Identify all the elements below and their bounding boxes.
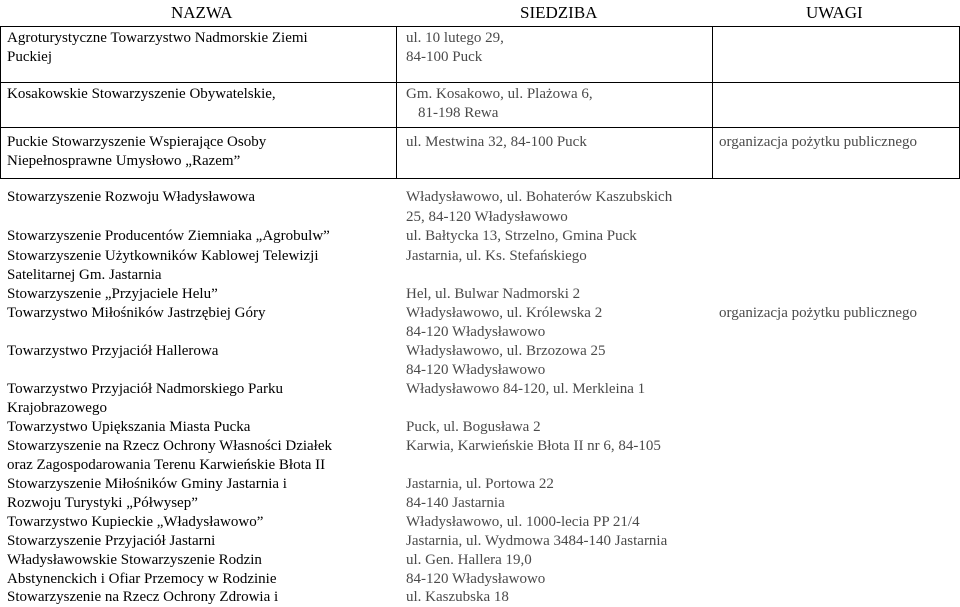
row-seat-line: Gm. Kosakowo, ul. Plażowa 6, [406,86,593,102]
row-name-line: Krajobrazowego [7,400,107,416]
row-name-line: Abstynenckich i Ofiar Przemocy w Rodzinie [7,571,277,587]
row-name-line: Kosakowskie Stowarzyszenie Obywatelskie, [7,86,276,102]
row-name-line: Rozwoju Turystyki „Półwysep” [7,495,198,511]
row-seat-line: Władysławowo 84-120, ul. Merkleina 1 [406,381,646,397]
row-seat-line: ul. Kaszubska 18 [406,589,509,605]
row-name-line: Stowarzyszenie Przyjaciół Jastarni [7,533,216,549]
row-seat-line: ul. 10 lutego 29, [406,30,504,46]
row-seat-line: ul. Gen. Hallera 19,0 [406,552,532,568]
grid-line [0,127,960,128]
row-name-line: Towarzystwo Przyjaciół Nadmorskiego Parku [7,381,283,397]
row-name-line: Agroturystyczne Towarzystwo Nadmorskie Ziemi [7,30,308,46]
row-name-line: Towarzystwo Przyjaciół Hallerowa [7,343,219,359]
row-seat-line: Hel, ul. Bulwar Nadmorski 2 [406,286,581,302]
row-name-line: oraz Zagospodarowania Terenu Karwieńskie Błota II [7,457,326,473]
row-seat-line: 81-198 Rewa [418,105,499,121]
row-name-line: Stowarzyszenie na Rzecz Ochrony Własności Działek [7,438,333,454]
row-seat-line: Władysławowo, ul. 1000-lecia PP 21/4 [406,514,640,530]
row-notes: organizacja pożytku publicznego [719,134,917,150]
row-seat-line: Puck, ul. Bogusława 2 [406,419,541,435]
row-seat-line: 84-120 Władysławowo [406,362,546,378]
grid-line [0,178,960,179]
row-seat-line: Władysławowo, ul. Brzozowa 25 [406,343,606,359]
row-name-line: Towarzystwo Miłośników Jastrzębiej Góry [7,305,266,321]
row-seat-line: ul. Mestwina 32, 84-100 Puck [406,134,587,150]
row-seat-line: Władysławowo, ul. Bohaterów Kaszubskich [406,189,673,205]
row-name-line: Towarzystwo Upiększania Miasta Pucka [7,419,251,435]
grid-line [396,26,397,179]
row-name-line: Puckie Stowarzyszenie Wspierające Osoby [7,134,267,150]
row-name-line: Satelitarnej Gm. Jastarnia [7,267,162,283]
grid-line [712,26,713,179]
row-seat-line: 84-120 Władysławowo [406,324,546,340]
row-name-line: Stowarzyszenie Rozwoju Władysławowa [7,189,255,205]
grid-line [0,82,960,83]
header-name: NAZWA [171,3,233,22]
row-name-line: Stowarzyszenie na Rzecz Ochrony Zdrowia i [7,589,279,605]
row-seat-line: Karwia, Karwieńskie Błota II nr 6, 84-105 [406,438,661,454]
row-name-line: Niepełnosprawne Umysłowo „Razem” [7,153,241,169]
row-name-line: Towarzystwo Kupieckie „Władysławowo” [7,514,264,530]
row-seat-line: Jastarnia, ul. Portowa 22 [406,476,554,492]
row-name-line: Stowarzyszenie „Przyjaciele Helu” [7,286,218,302]
grid-line [0,26,960,27]
row-name-line: Władysławowskie Stowarzyszenie Rodzin [7,552,262,568]
row-seat-line: 84-120 Władysławowo [406,571,546,587]
header-notes: UWAGI [806,3,863,22]
grid-line [0,26,1,179]
row-notes: organizacja pożytku publicznego [719,305,917,321]
row-seat-line: Władysławowo, ul. Królewska 2 [406,305,603,321]
row-name-line: Puckiej [7,49,52,65]
header-seat: SIEDZIBA [520,3,598,22]
row-seat-line: Jastarnia, ul. Wydmowa 3484-140 Jastarnia [406,533,668,549]
row-name-line: Stowarzyszenie Użytkowników Kablowej Telewizji [7,248,319,264]
row-name-line: Stowarzyszenie Producentów Ziemniaka „Agrobulw” [7,228,330,244]
row-seat-line: 25, 84-120 Władysławowo [406,209,568,225]
row-seat-line: Jastarnia, ul. Ks. Stefańskiego [406,248,587,264]
row-seat-line: 84-100 Puck [406,49,483,65]
row-name-line: Stowarzyszenie Miłośników Gminy Jastarnia i [7,476,287,492]
row-seat-line: 84-140 Jastarnia [406,495,505,511]
row-seat-line: ul. Bałtycka 13, Strzelno, Gmina Puck [406,228,637,244]
